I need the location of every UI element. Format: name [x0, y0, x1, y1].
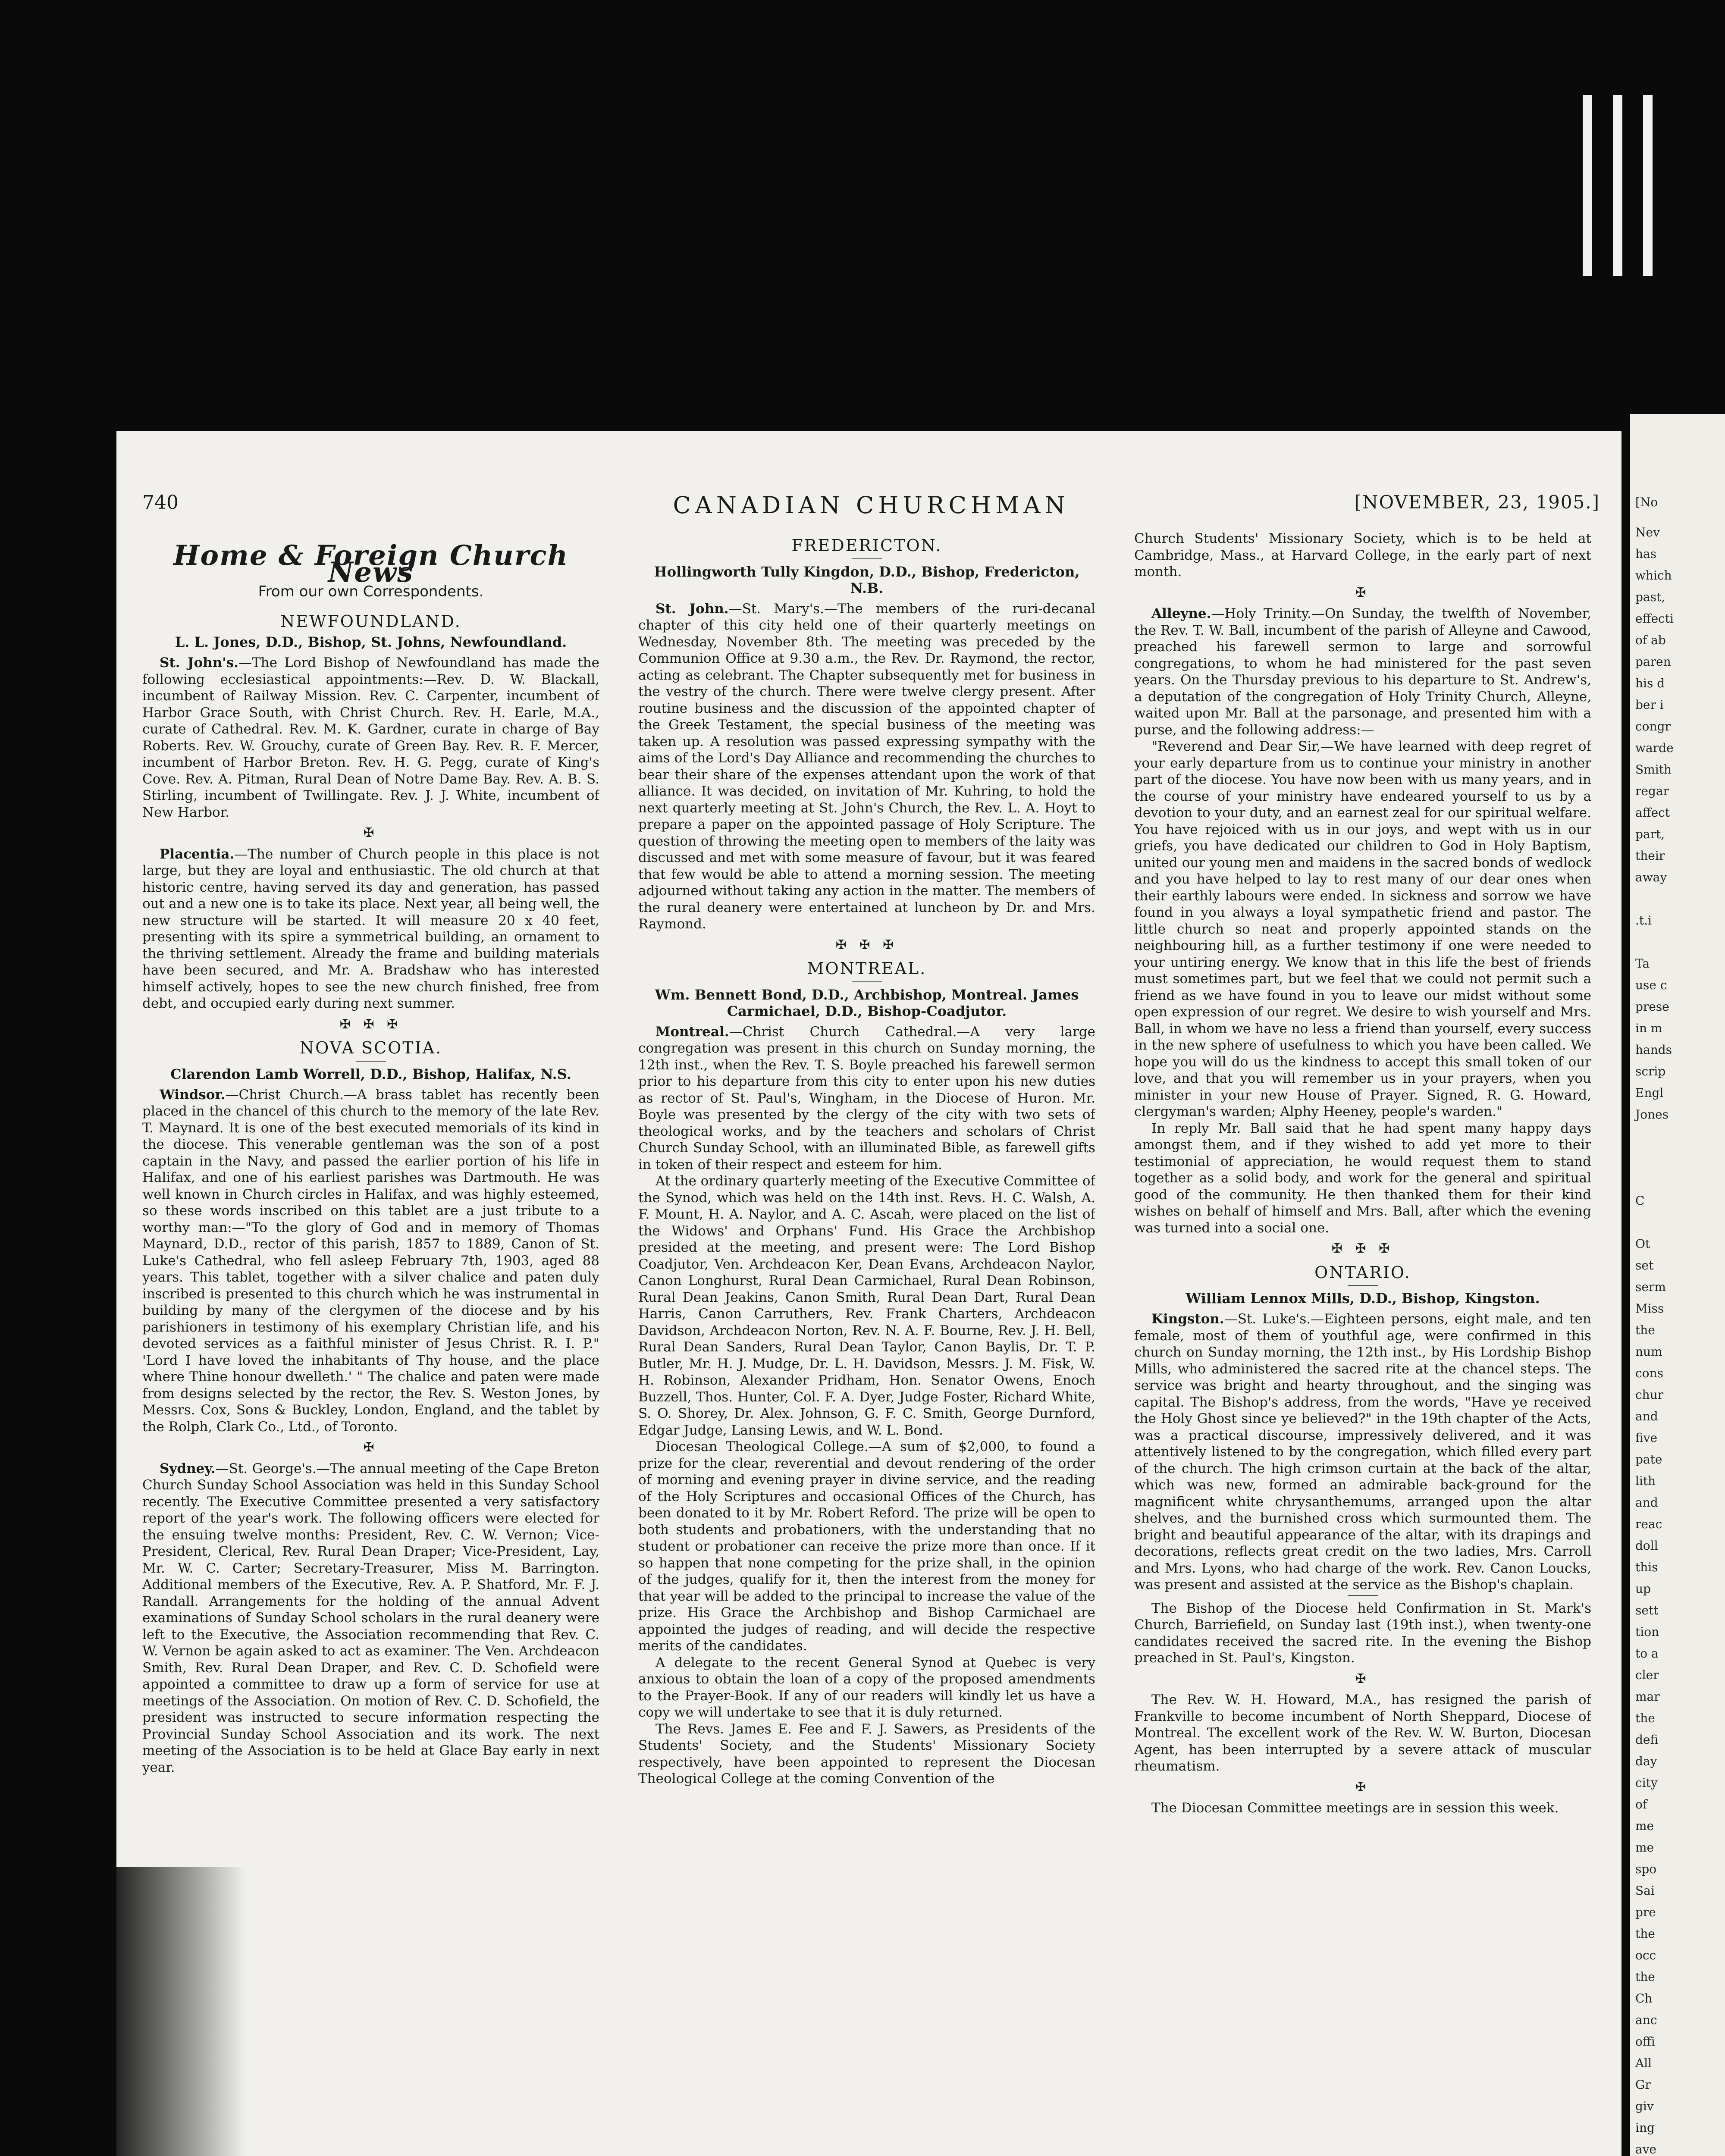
article-theological-college: Diocesan Theological College.—A sum of $2,000, to found a prize for the clear, reverential and devout rendering of the order of morning and evening prayer in divine service, and the reading of the Holy Scriptures and occasional Offices of the Church, has been donated to it by Mr. Robert Reford. The prize will be open to both students and probationers, with the understanding that no student or probationer can receive the prize more than once. If it so happen that none competing for the prize shall, in the opinion of the judges, qualify for it, then the interest from the money for that year will be added to the principal to increase the value of the prize. His Grace the Archbishop and Bishop Carmichael are appointed the judges of reading, and will decide the respective merits of the candidates.: [638, 1439, 1095, 1654]
divider: [356, 1061, 386, 1062]
next-page-line: serm: [1635, 1280, 1666, 1294]
next-page-line: day: [1635, 1754, 1657, 1768]
next-page-line: up: [1635, 1582, 1651, 1596]
next-page-line: occ: [1635, 1948, 1656, 1962]
next-page-line: their: [1635, 849, 1665, 863]
article-placentia: Placentia.—The number of Church people in this place is not large, but they are loyal and enthusiastic. The old church at that historic centre, having served its day and generation, has passed out and a new one is to take its place. Next year, all being well, the new structure will be started. It will measure 20 x 40 feet, presenting with its spire a symmetrical building, an ornament to the thriving settlement. Already the frame and building materials have been secured, and Mr. A. Bradshaw who has interested himself actively, hopes to see the new church finished, free from debt, and occupied early during next summer.: [142, 846, 599, 1011]
ornament: ✠: [1355, 585, 1371, 600]
next-page-line: [1630, 1125, 1725, 1147]
ornament: ✠ ✠ ✠: [339, 1016, 402, 1032]
column-2: [638, 530, 1095, 2156]
next-page-line: tion: [1635, 1625, 1659, 1639]
next-page-line: defi: [1635, 1733, 1659, 1747]
film-edge-mark: [1643, 95, 1653, 276]
next-page-line: use c: [1635, 978, 1667, 992]
next-page-line: set: [1635, 1258, 1654, 1272]
next-page-line: which: [1635, 568, 1672, 583]
ornament: ✠: [1355, 1779, 1371, 1795]
next-page-line: the: [1635, 1970, 1655, 1984]
divider: [852, 558, 882, 559]
article-windsor: Windsor.—Christ Church.—A brass tablet has recently been placed in the chancel of this church to the memory of the late Rev. T. Maynard. It is one of the best executed memorials of its kind in the diocese. This venerable gentleman was the son of a post captain in the Navy, and passed the earlier portion of his life in Halifax, and one of his earliest parishes was Dartmouth. He was well known in Church circles in Halifax, and was highly esteemed, so these words inscribed on this tablet are a just tribute to a worthy man:—"To the glory of God and in memory of Thomas Maynard, D.D., rector of this parish, 1857 to 1889, Canon of St. Luke's Cathedral, who fell asleep February 7th, 1903, aged 88 years. This tablet, together with a silver chalice and paten duly inscribed is presented to this church which he was instrumental in building by many of the clergymen of the diocese and by his parishioners in testimony of his exemplary Christian life, and his devoted services as a faithful minister of Jesus Christ. R. I. P." 'Lord I have loved the inhabitants of Thy house, and the place where Thine honour dwelleth.' " The chalice and paten were made from designs selected by the rector, the Rev. S. Weston Jones, by Messrs. Cox, Sons & Buckley, London, England, and the tablet by the Rolph, Clark Co., Ltd., of Toronto.: [142, 1087, 599, 1435]
heading-ontario: ONTARIO.: [1314, 1263, 1411, 1282]
next-page-line: away: [1635, 870, 1667, 884]
next-page-line: mar: [1635, 1689, 1660, 1704]
divider: [1348, 1285, 1378, 1286]
next-page-line: Jones: [1635, 1107, 1669, 1122]
next-page-line: .t.i: [1635, 913, 1652, 928]
ornament: ✠ ✠ ✠: [835, 937, 898, 953]
article-sydney: Sydney.—St. George's.—The annual meeting of the Cape Breton Church Sunday School Association was held in this Sunday School recently. The Executive Committee presented a very satisfactory report of the year's work. The following officers were elected for the ensuing twelve months: President, Rev. C. W. Vernon; Vice-President, Clerical, Rev. Rural Dean Draper; Vice-President, Lay, Mr. W. C. Carter; Secretary-Treasurer, Miss M. Barrington. Additional members of the Executive, Rev. A. P. Shatford, Mr. F. J. Randall. Arrangements for the holding of the annual Advent examinations of Sunday School scholars in the rural deanery were left to the Executive, the Association recommending that Rev. C. W. Vernon be again asked to act as examiner. The Ven. Archdeacon Smith, Rev. Rural Dean Draper, and Rev. C. D. Schofield were appointed a committee to draw up a form of service for use at meetings of the Association. On motion of Rev. C. D. Schofield, the president was instructed to secure information respecting the Provincial Sunday School Association and its work. The next meeting of the Association is to be held at Glace Bay early in next year.: [142, 1460, 599, 1775]
next-page-line: past,: [1635, 590, 1665, 604]
article-convention-cont: Church Students' Missionary Society, which is to be held at Cambridge, Mass., at Harvard College, in the early part of next month.: [1134, 531, 1591, 580]
next-page-line: of: [1635, 1797, 1647, 1811]
next-page-line: me: [1635, 1819, 1654, 1833]
bishop-montreal: Wm. Bennett Bond, D.D., Archbishop, Montreal. James Carmichael, D.D., Bishop-Coadjutor.: [655, 986, 1079, 1019]
next-page-line: ber i: [1635, 698, 1664, 712]
next-page-line: All: [1635, 2056, 1652, 2070]
bishop-fredericton: Hollingworth Tully Kingdon, D.D., Bishop, Fredericton, N.B.: [654, 563, 1080, 596]
heading-fredericton: FREDERICTON.: [791, 536, 942, 555]
next-page-line: Gr: [1635, 2078, 1651, 2092]
next-page-line: to a: [1635, 1646, 1659, 1661]
article-barriefield: The Bishop of the Diocese held Confirmation in St. Mark's Church, Barriefield, on Sunday last (19th inst.), when twenty-one candidates received the sacred rite. In the evening the Bishop preached in St. Paul's, Kingston.: [1134, 1600, 1591, 1666]
ornament: ✠: [363, 825, 379, 840]
next-page-line: [1630, 1147, 1725, 1169]
next-page-line: Miss: [1635, 1301, 1664, 1316]
article-st-john: St. John.—St. Mary's.—The members of the ruri-decanal chapter of this city held one of their quarterly meetings on Wednesday, November 8th. The meeting was preceded by the Communion Office at 9.30 a.m., the Rev. Dr. Raymond, the rector, acting as celebrant. The Chapter subsequently met for business in the vestry of the church. There were twelve clergy present. After routine business and the discussion of the appointed chapter of the Greek Testament, the special business of the meeting was taken up. A resolution was passed expressing sympathy with the aims of the Lord's Day Alliance and recommending the churches to bear their share of the expenses attendant upon the work of that alliance. It was decided, on invitation of Mr. Kuhring, to hold the next quarterly meeting at St. John's Church, the Rev. L. A. Hoyt to prepare a paper on the appointed passage of Holy Scripture. The question of throwing the meeting open to members of the laity was discussed and met with some measure of favour, but it was feared that few would be able to attend a morning session. The meeting adjourned without taking any action in the matter. The members of the rural deanery were entertained at luncheon by Dr. and Mrs. Raymond.: [638, 601, 1095, 932]
article-montreal: Montreal.—Christ Church Cathedral.—A very large congregation was present in this church on Sunday morning, the 12th inst., when the Rev. T. S. Boyle preached his farewell sermon prior to his departure from this city to enter upon his new duties as rector of St. Paul's, Wingham, in the Diocese of Huron. Mr. Boyle was presented by the clergy of the city with two sets of theological works, and by the teachers and scholars of Christ Church Sunday School, with an illuminated Bible, as farewell gifts in token of their respect and esteem for him.: [638, 1024, 1095, 1172]
divider: [852, 981, 882, 982]
next-page-line: Engl: [1635, 1086, 1664, 1100]
next-page-line: has: [1635, 547, 1657, 561]
page-number: 740: [142, 492, 179, 514]
next-page-line: cler: [1635, 1668, 1659, 1682]
next-page-line: ave: [1635, 2142, 1657, 2156]
next-page-line: Nev: [1635, 525, 1660, 539]
next-page-line: pate: [1635, 1452, 1662, 1467]
bishop-nova-scotia: Clarendon Lamb Worrell, D.D., Bishop, Halifax, N.S.: [170, 1065, 571, 1082]
next-page-line: and: [1635, 1409, 1658, 1423]
next-page-line: [1630, 1169, 1725, 1190]
section-subtitle: From our own Correspondents.: [258, 583, 484, 600]
next-page-line: part,: [1635, 827, 1665, 841]
next-page-line: [1630, 931, 1725, 953]
section-title: Home & Foreign Church News: [173, 539, 569, 589]
bishop-newfoundland: L. L. Jones, D.D., Bishop, St. Johns, Newfoundland.: [175, 634, 567, 650]
film-edge-mark: [1613, 95, 1622, 276]
next-page-line: Ot: [1635, 1237, 1650, 1251]
next-page-line: chur: [1635, 1388, 1664, 1402]
article-kingston: Kingston.—St. Luke's.—Eighteen persons, eight male, and ten female, most of them of youthful age, were confirmed in this church on Sunday morning, the 12th inst., by His Lordship Bishop Mills, who administered the sacred rite at the chancel steps. The service was bright and hearty throughout, and the singing was capital. The Bishop's address, from the words, "Have ye received the Holy Ghost since ye believed?" in the 19th chapter of the Acts, was a practical discourse, impressively delivered, and it was attentively listened to by the congregation, which filled every part of the church. The high crimson curtain at the back of the altar, which was new, formed an admirable back-ground for the magnificent white chrysanthemums, arranged upon the altar shelves, and the burnished cross which surmounted them. The bright and beautiful appearance of the altar, with its drapings and decorations, reflects great credit on the two ladies, Mrs. Carroll and Mrs. Lyons, who had charge of the work. Rev. Canon Loucks, was present and assisted at the service as the Bishop's chaplain.: [1134, 1311, 1591, 1592]
next-page-text: [1630, 513, 1725, 2156]
divider: [1348, 1595, 1378, 1596]
next-page-line: pre: [1635, 1905, 1656, 1919]
next-page-line: offi: [1635, 2034, 1655, 2049]
next-page-line: warde: [1635, 741, 1674, 755]
article-executive-committee: At the ordinary quarterly meeting of the Executive Committee of the Synod, which was held on the 14th inst. Revs. H. C. Walsh, A. F. Mount, H. A. Naylor, and A. C. Ascah, were placed on the list of the Widows' and Orphans' Fund. His Grace the Archbishop presided at the meeting, and present were: The Lord Bishop Coadjutor, Ven. Archdeacon Ker, Dean Evans, Archdeacon Naylor, Canon Longhurst, Rural Dean Carmichael, Rural Dean Robinson, Rural Dean Jeakins, Canon Smith, Rural Dean Dart, Rural Dean Harris, Canon Carruthers, Rev. Frank Charters, Archdeacon Davidson, Archdeacon Norton, Rev. N. A. F. Bourne, Rev. J. H. Bell, Rural Dean Sanders, Rural Dean Taylor, Canon Baylis, Dr. T. P. Butler, Mr. H. J. Mudge, Dr. L. H. Davidson, Messrs. J. M. Fisk, W. H. Robinson, Alexander Pridham, Hon. Senator Owens, Enoch Buzzell, Thos. Hunter, Col. F. A. Dyer, Judge Foster, Richard White, S. O. Shorey, Dr. Alex. Johnson, G. F. C. Smith, George Durnford, Edgar Judge, Lansing Lewis, and W. L. Bond.: [638, 1173, 1095, 1438]
next-page-line: [1630, 888, 1725, 910]
next-page-line: the: [1635, 1323, 1655, 1337]
article-prayer-book: A delegate to the recent General Synod at Quebec is very anxious to obtain the loan of a copy of the proposed amendments to the Prayer-Book. If any of our readers will kindly let us have a copy we will undertake to see that it is duly returned.: [638, 1655, 1095, 1720]
next-page-line: paren: [1635, 655, 1671, 669]
article-frankville: The Rev. W. H. Howard, M.A., has resigned the parish of Frankville to become incumbent of North Sheppard, Diocese of Montreal. The excellent work of the Rev. W. W. Burton, Diocesan Agent, has been interrupted by a severe attack of muscular rheumatism.: [1134, 1692, 1591, 1774]
article-alleyne: Alleyne.—Holy Trinity.—On Sunday, the twelfth of November, the Rev. T. W. Ball, incumbent of the parish of Alleyne and Cawood, preached his farewell sermon to large and sorrowful congregations, to whom he had ministered for the past seven years. On the Thursday previous to his departure to St. Andrew's, a deputation of the congregation of Holy Trinity Church, Alleyne, waited upon Mr. Ball at the parsonage, and presented him with a purse, and the following address:—: [1134, 606, 1591, 738]
column-1: [142, 530, 599, 2156]
next-page-line: anc: [1635, 2013, 1657, 2027]
page-header: [142, 492, 1600, 522]
next-page-line: me: [1635, 1840, 1654, 1855]
next-page-line: spo: [1635, 1862, 1657, 1876]
ornament: ✠: [1355, 1671, 1371, 1686]
next-page-line: scrip: [1635, 1064, 1666, 1078]
article-alleyne-reply: In reply Mr. Ball said that he had spent many happy days amongst them, and if they wished to add yet more to their testimonial of appreciation, he would request them to stand together as a solid body, and work for the general and spiritual good of the community. He then thanked them for their kind wishes on behalf of himself and Mrs. Ball, after which the evening was turned into a social one.: [1134, 1120, 1591, 1236]
heading-nova-scotia: NOVA SCOTIA.: [299, 1038, 442, 1057]
heading-newfoundland: NEWFOUNDLAND.: [280, 611, 461, 631]
next-page-line: cons: [1635, 1366, 1663, 1380]
article-alleyne-address: "Reverend and Dear Sir,—We have learned with deep regret of your early departure from us to continue your ministry in another part of the diocese. You have now been with us many years, and in the course of your ministry have endeared yourself to us by a devotion to your duty, and an earnest zeal for our spiritual welfare. You have rejoiced with us in our joys, and wept with us in our griefs, you have dedicated our children to God in Holy Baptism, united our young men and maidens in the sacred bonds of wedlock and you have helped to lay to rest many of our dear ones when their earthly labours were ended. In sickness and sorrow we have found in you always a loyal sympathetic friend and pastor. The little church so neat and properly appointed stands on the neighbouring hill, as a further testimony if one were needed to your untiring energy. We know that in this life the best of friends must sometimes part, but we feel that we could not permit such a friend as we have found in you to leave our midst without some open expression of our regret. We desire to wish yourself and Mrs. Ball, in whom we have no less a friend than yourself, every success in the new sphere of usefulness to which you have been called. We hope you will do us the kindness to accept this small token of our love, and that you will remember us in your prayers, when you minister in your new House of Prayer. Signed, R. G. Howard, clergyman's warden; Alphy Heeney, people's warden.": [1134, 739, 1591, 1119]
next-page-line: in m: [1635, 1021, 1662, 1035]
bishop-ontario: William Lennox Mills, D.D., Bishop, Kingston.: [1186, 1290, 1540, 1307]
next-page-fragment: [1630, 414, 1725, 2156]
next-page-line: Ch: [1635, 1991, 1653, 2006]
next-page-line: and: [1635, 1495, 1658, 1510]
heading-montreal: MONTREAL.: [807, 959, 927, 978]
next-page-line: the: [1635, 1927, 1655, 1941]
next-page-line: C: [1635, 1194, 1645, 1208]
masthead: CANADIAN CHURCHMAN: [673, 492, 1070, 519]
article-st-johns: St. John's.—The Lord Bishop of Newfoundland has made the following ecclesiastical appointments:—Rev. D. W. Blackall, incumbent of Railway Mission. Rev. C. Carpenter, incumbent of Harbor Grace South, with Christ Church. Rev. H. Earle, M.A., curate of Cathedral. Rev. M. K. Gardner, curate in charge of Bay Roberts. Rev. W. Grouchy, curate of Green Bay. Rev. R. F. Mercer, incumbent of Harbor Breton. Rev. H. G. Pegg, curate of King's Cove. Rev. A. Pitman, Rural Dean of Notre Dame Bay. Rev. A. B. S. Stirling, incumbent of Twillingate. Rev. J. J. White, incumbent of New Harbor.: [142, 655, 599, 820]
next-page-line: congr: [1635, 719, 1671, 733]
next-page-line: Ta: [1635, 956, 1650, 971]
ornament: ✠: [363, 1440, 379, 1455]
next-page-line: ing: [1635, 2121, 1655, 2135]
next-page-line: his d: [1635, 676, 1665, 690]
next-page-line: [1630, 1212, 1725, 1233]
next-page-line: Smith: [1635, 762, 1672, 777]
next-page-line: five: [1635, 1431, 1658, 1445]
next-page-line: reac: [1635, 1517, 1662, 1531]
next-page-line: num: [1635, 1344, 1662, 1359]
next-page-line: affect: [1635, 805, 1670, 820]
next-page-line: city: [1635, 1776, 1658, 1790]
next-page-line: doll: [1635, 1539, 1658, 1553]
next-page-line: lith: [1635, 1474, 1656, 1488]
article-diocesan-committee: The Diocesan Committee meetings are in session this week.: [1151, 1800, 1559, 1816]
next-page-line: sett: [1635, 1603, 1659, 1617]
next-page-line: Sai: [1635, 1883, 1655, 1898]
next-page-line: prese: [1635, 1000, 1669, 1014]
next-page-line: of ab: [1635, 633, 1666, 647]
next-page-line: effecti: [1635, 611, 1674, 626]
newspaper-page: [116, 431, 1622, 2156]
article-students-society: The Revs. James E. Fee and F. J. Sawers, as Presidents of the Students' Society, and the Students' Missionary Society respectively, have been appointed to represent the Diocesan Theological College at the coming Convention of the: [638, 1721, 1095, 1786]
column-3: [1134, 530, 1591, 2156]
next-page-line: regar: [1635, 784, 1669, 798]
ornament: ✠ ✠ ✠: [1331, 1241, 1394, 1256]
next-page-line: this: [1635, 1560, 1658, 1574]
next-page-line: hands: [1635, 1043, 1672, 1057]
next-page-header: [No: [1635, 495, 1658, 509]
film-edge-mark: [1583, 95, 1592, 276]
next-page-line: the: [1635, 1711, 1655, 1725]
issue-date: [NOVEMBER, 23, 1905.]: [1354, 492, 1600, 513]
next-page-line: giv: [1635, 2099, 1654, 2113]
